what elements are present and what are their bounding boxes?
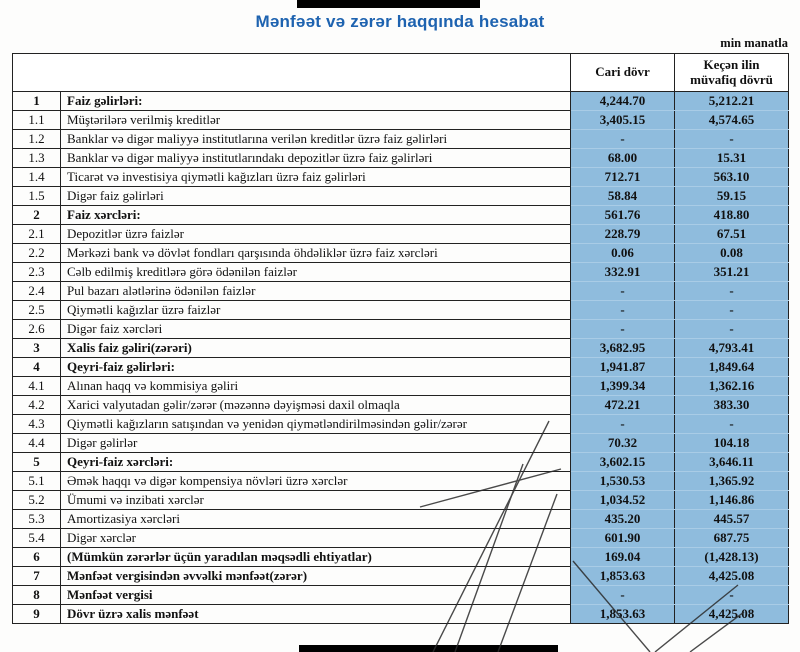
table-row bbox=[13, 187, 789, 206]
current-value-cell: 0.06 bbox=[571, 244, 675, 263]
row-number-cell: 4.2 bbox=[13, 396, 61, 415]
previous-value-cell: (1,428.13) bbox=[675, 548, 789, 567]
previous-value-cell: 5,212.21 bbox=[675, 92, 789, 111]
current-value-cell: 1,853.63 bbox=[571, 605, 675, 624]
row-number-cell: 9 bbox=[13, 605, 61, 624]
table-row bbox=[13, 339, 789, 358]
table-row bbox=[13, 396, 789, 415]
current-value-cell: 3,405.15 bbox=[571, 111, 675, 130]
current-value-cell: 1,530.53 bbox=[571, 472, 675, 491]
row-number-cell: 8 bbox=[13, 586, 61, 605]
description-cell: Mənfəət vergisindən əvvəlki mənfəət(zərər) bbox=[61, 567, 571, 586]
previous-value-cell: 445.57 bbox=[675, 510, 789, 529]
table-row bbox=[13, 358, 789, 377]
previous-value-cell: - bbox=[675, 282, 789, 301]
description-cell: Xarici valyutadan gəlir/zərər (məzənnə dəyişməsi daxil olmaqla bbox=[61, 396, 571, 415]
previous-value-cell: 59.15 bbox=[675, 187, 789, 206]
row-number-cell: 2 bbox=[13, 206, 61, 225]
row-number-cell: 5.2 bbox=[13, 491, 61, 510]
table-row bbox=[13, 149, 789, 168]
previous-value-cell: 1,146.86 bbox=[675, 491, 789, 510]
description-cell: Faiz xərcləri: bbox=[61, 206, 571, 225]
current-value-cell: 3,602.15 bbox=[571, 453, 675, 472]
row-number-cell: 5.1 bbox=[13, 472, 61, 491]
table-row bbox=[13, 377, 789, 396]
current-value-cell: - bbox=[571, 130, 675, 149]
row-number-cell: 4.1 bbox=[13, 377, 61, 396]
description-cell: Cəlb edilmiş kreditlərə görə ödənilən faizlər bbox=[61, 263, 571, 282]
table-row bbox=[13, 320, 789, 339]
table-row bbox=[13, 605, 789, 624]
previous-value-cell: 3,646.11 bbox=[675, 453, 789, 472]
description-cell: Mərkəzi bank və dövlət fondları qarşısında öhdəliklər üzrə faiz xərcləri bbox=[61, 244, 571, 263]
table-row bbox=[13, 168, 789, 187]
previous-value-cell: 563.10 bbox=[675, 168, 789, 187]
row-number-cell: 1.4 bbox=[13, 168, 61, 187]
description-cell: Qiymətli kağızların satışından və yenidən qiymətləndirilməsindən gəlir/zərər bbox=[61, 415, 571, 434]
previous-value-cell: 351.21 bbox=[675, 263, 789, 282]
previous-value-cell: 4,574.65 bbox=[675, 111, 789, 130]
current-value-cell: - bbox=[571, 320, 675, 339]
previous-value-cell: - bbox=[675, 320, 789, 339]
current-value-cell: - bbox=[571, 301, 675, 320]
previous-value-cell: 4,425.08 bbox=[675, 567, 789, 586]
current-value-cell: 332.91 bbox=[571, 263, 675, 282]
previous-value-cell: 67.51 bbox=[675, 225, 789, 244]
description-cell: Amortizasiya xərcləri bbox=[61, 510, 571, 529]
table-row bbox=[13, 263, 789, 282]
table-row bbox=[13, 491, 789, 510]
previous-value-cell: - bbox=[675, 301, 789, 320]
current-value-cell: 1,853.63 bbox=[571, 567, 675, 586]
row-number-cell: 5.3 bbox=[13, 510, 61, 529]
row-number-cell: 2.3 bbox=[13, 263, 61, 282]
current-value-cell: 435.20 bbox=[571, 510, 675, 529]
current-value-cell: 472.21 bbox=[571, 396, 675, 415]
row-number-cell: 6 bbox=[13, 548, 61, 567]
previous-value-cell: 1,362.16 bbox=[675, 377, 789, 396]
page-title: Mənfəət və zərər haqqında hesabat bbox=[255, 12, 545, 31]
row-number-cell: 2.6 bbox=[13, 320, 61, 339]
previous-value-cell: 15.31 bbox=[675, 149, 789, 168]
previous-value-cell: 4,425.08 bbox=[675, 605, 789, 624]
row-number-cell: 5 bbox=[13, 453, 61, 472]
description-cell: Digər gəlirlər bbox=[61, 434, 571, 453]
table-row bbox=[13, 472, 789, 491]
header-row bbox=[13, 54, 789, 92]
table-row bbox=[13, 529, 789, 548]
row-number-cell: 4.4 bbox=[13, 434, 61, 453]
previous-value-cell: 418.80 bbox=[675, 206, 789, 225]
description-cell: Xalis faiz gəliri(zərəri) bbox=[61, 339, 571, 358]
table-row bbox=[13, 225, 789, 244]
description-cell: Əmək haqqı və digər kompensiya növləri üzrə xərclər bbox=[61, 472, 571, 491]
row-number-cell: 2.4 bbox=[13, 282, 61, 301]
previous-value-cell: 104.18 bbox=[675, 434, 789, 453]
current-value-cell: 712.71 bbox=[571, 168, 675, 187]
table-row bbox=[13, 282, 789, 301]
description-cell: Ümumi və inzibati xərclər bbox=[61, 491, 571, 510]
row-number-cell: 1.5 bbox=[13, 187, 61, 206]
header-current-period: Cari dövr bbox=[571, 54, 675, 92]
description-cell: Alınan haqq və kommisiya gəliri bbox=[61, 377, 571, 396]
redaction-bar-top bbox=[297, 0, 480, 8]
description-cell: Dövr üzrə xalis mənfəət bbox=[61, 605, 571, 624]
row-number-cell: 2.2 bbox=[13, 244, 61, 263]
previous-value-cell: 0.08 bbox=[675, 244, 789, 263]
table-row bbox=[13, 244, 789, 263]
previous-value-cell: 383.30 bbox=[675, 396, 789, 415]
current-value-cell: 1,941.87 bbox=[571, 358, 675, 377]
description-cell: Banklar və digər maliyyə institutlarına verilən kreditlər üzrə faiz gəlirləri bbox=[61, 130, 571, 149]
table-row bbox=[13, 111, 789, 130]
row-number-cell: 4 bbox=[13, 358, 61, 377]
description-cell: Qeyri-faiz xərcləri: bbox=[61, 453, 571, 472]
table-row bbox=[13, 206, 789, 225]
table-row bbox=[13, 92, 789, 111]
current-value-cell: 561.76 bbox=[571, 206, 675, 225]
header-empty-cell bbox=[13, 54, 571, 92]
row-number-cell: 1.1 bbox=[13, 111, 61, 130]
row-number-cell: 1.2 bbox=[13, 130, 61, 149]
description-cell: (Mümkün zərərlər üçün yaradılan məqsədli ehtiyatlar) bbox=[61, 548, 571, 567]
unit-note: min manatla bbox=[720, 36, 788, 50]
row-number-cell: 4.3 bbox=[13, 415, 61, 434]
table-row bbox=[13, 434, 789, 453]
table-row bbox=[13, 453, 789, 472]
previous-value-cell: 687.75 bbox=[675, 529, 789, 548]
description-cell: Digər faiz xərcləri bbox=[61, 320, 571, 339]
description-cell: Qiymətli kağızlar üzrə faizlər bbox=[61, 301, 571, 320]
description-cell: Mənfəət vergisi bbox=[61, 586, 571, 605]
table-row bbox=[13, 301, 789, 320]
current-value-cell: - bbox=[571, 415, 675, 434]
description-cell: Pul bazarı alətlərinə ödənilən faizlər bbox=[61, 282, 571, 301]
current-value-cell: 58.84 bbox=[571, 187, 675, 206]
table-row bbox=[13, 567, 789, 586]
current-value-cell: 3,682.95 bbox=[571, 339, 675, 358]
row-number-cell: 2.1 bbox=[13, 225, 61, 244]
row-number-cell: 7 bbox=[13, 567, 61, 586]
current-value-cell: 1,034.52 bbox=[571, 491, 675, 510]
table-row bbox=[13, 510, 789, 529]
description-cell: Banklar və digər maliyyə institutlarındakı depozitlər üzrə faiz gəlirləri bbox=[61, 149, 571, 168]
previous-value-cell: 1,365.92 bbox=[675, 472, 789, 491]
description-cell: Faiz gəlirləri: bbox=[61, 92, 571, 111]
description-cell: Digər faiz gəlirləri bbox=[61, 187, 571, 206]
current-value-cell: 228.79 bbox=[571, 225, 675, 244]
redaction-bar-bottom bbox=[299, 645, 558, 652]
current-value-cell: 169.04 bbox=[571, 548, 675, 567]
previous-value-cell: - bbox=[675, 130, 789, 149]
description-cell: Depozitlər üzrə faizlər bbox=[61, 225, 571, 244]
description-cell: Qeyri-faiz gəlirləri: bbox=[61, 358, 571, 377]
current-value-cell: 1,399.34 bbox=[571, 377, 675, 396]
current-value-cell: - bbox=[571, 586, 675, 605]
row-number-cell: 1 bbox=[13, 92, 61, 111]
table-row bbox=[13, 548, 789, 567]
row-number-cell: 2.5 bbox=[13, 301, 61, 320]
profit-loss-table bbox=[12, 53, 789, 624]
current-value-cell: 4,244.70 bbox=[571, 92, 675, 111]
table-row bbox=[13, 130, 789, 149]
current-value-cell: - bbox=[571, 282, 675, 301]
header-previous-period: Keçən ilin müvafiq dövrü bbox=[675, 54, 789, 92]
table-row bbox=[13, 415, 789, 434]
previous-value-cell: 4,793.41 bbox=[675, 339, 789, 358]
row-number-cell: 5.4 bbox=[13, 529, 61, 548]
description-cell: Ticarət və investisiya qiymətli kağızları üzrə faiz gəlirləri bbox=[61, 168, 571, 187]
current-value-cell: 601.90 bbox=[571, 529, 675, 548]
row-number-cell: 1.3 bbox=[13, 149, 61, 168]
table-row bbox=[13, 586, 789, 605]
previous-value-cell: 1,849.64 bbox=[675, 358, 789, 377]
previous-value-cell: - bbox=[675, 586, 789, 605]
description-cell: Müştərilərə verilmiş kreditlər bbox=[61, 111, 571, 130]
previous-value-cell: - bbox=[675, 415, 789, 434]
current-value-cell: 70.32 bbox=[571, 434, 675, 453]
description-cell: Digər xərclər bbox=[61, 529, 571, 548]
current-value-cell: 68.00 bbox=[571, 149, 675, 168]
row-number-cell: 3 bbox=[13, 339, 61, 358]
